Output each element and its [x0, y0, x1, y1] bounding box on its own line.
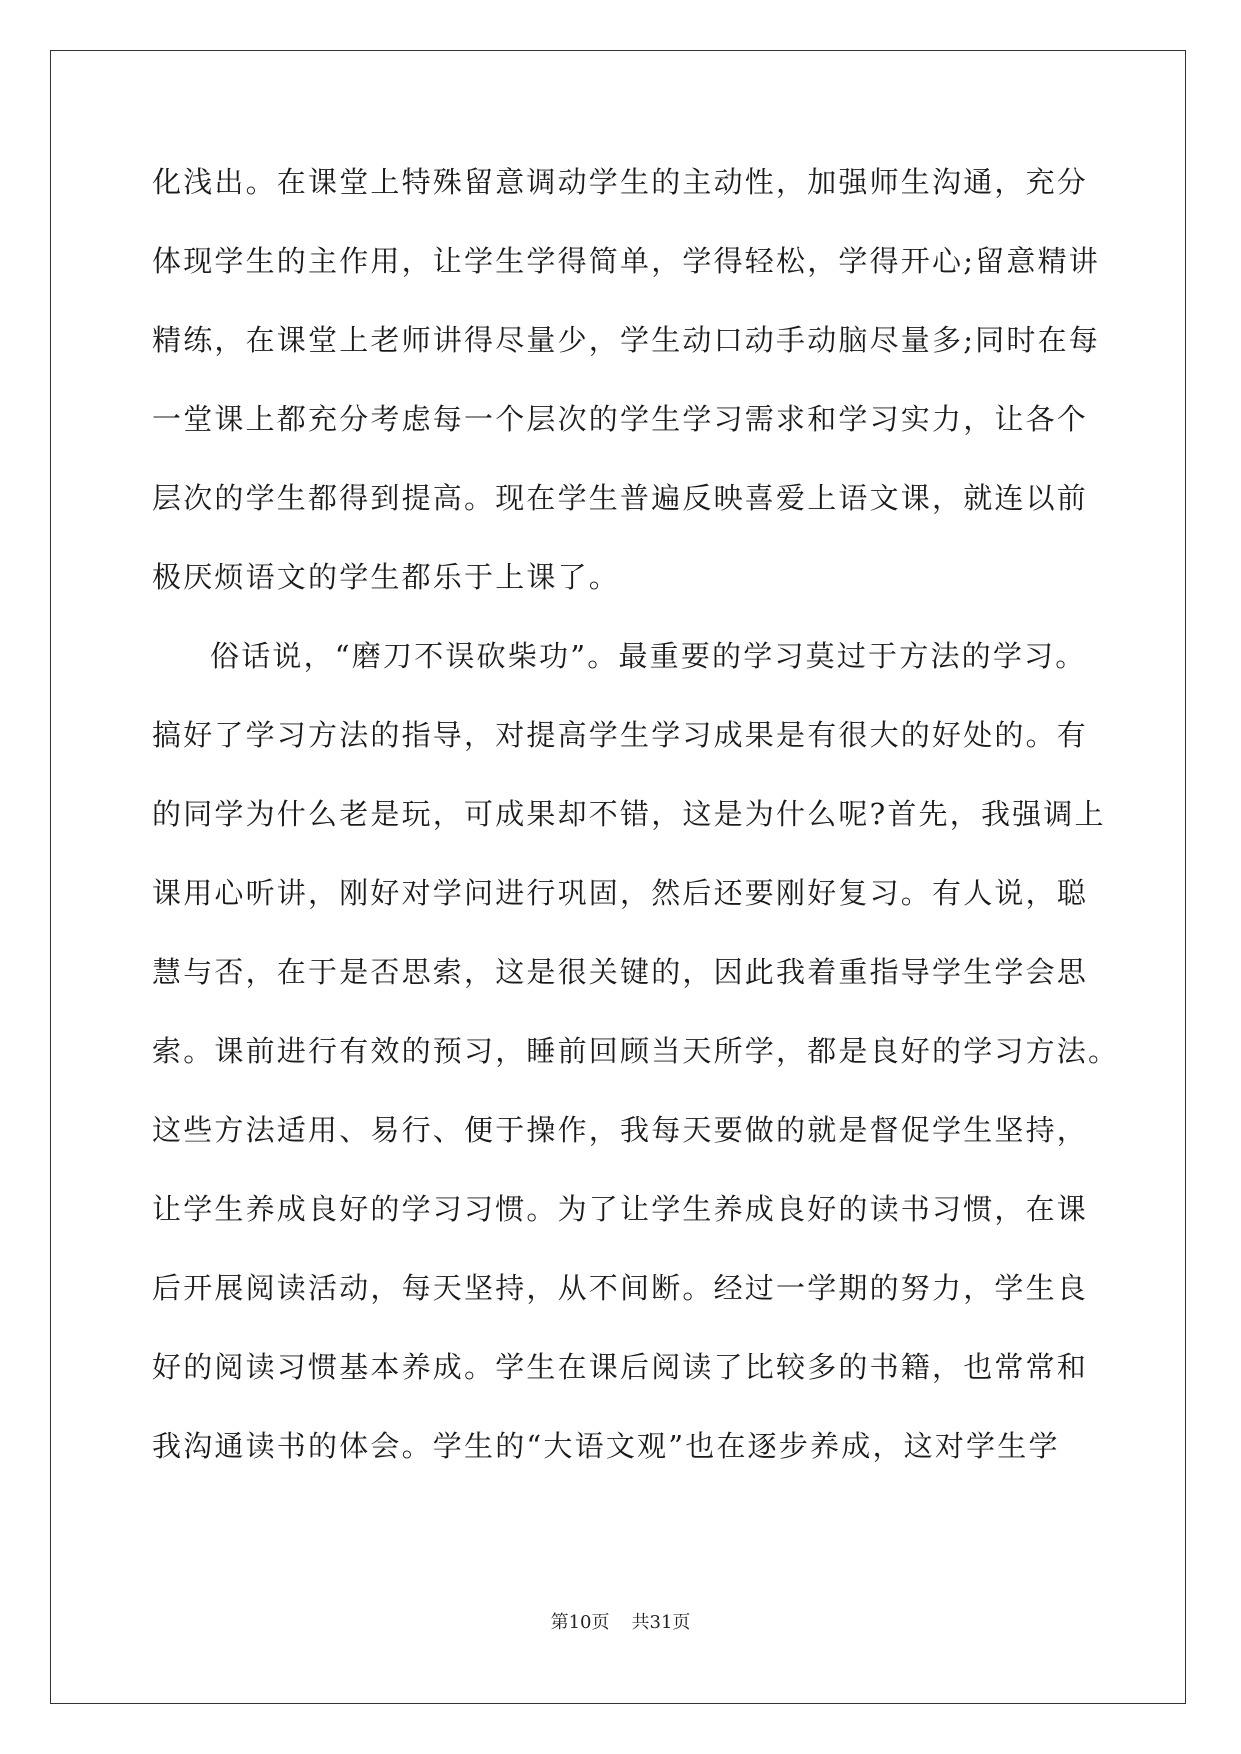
- text-line: 的同学为什么老是玩，可成果却不错，这是为什么呢?首先，我强调上: [152, 797, 1106, 831]
- text-line: 精练，在课堂上老师讲得尽量少，学生动口动手动脑尽量多;同时在每: [152, 323, 1100, 357]
- paragraph-start-line: 俗话说，“磨刀不误砍柴功”。最重要的学习莫过于方法的学习。: [210, 639, 1087, 673]
- text-line: 索。课前进行有效的预习，睡前回顾当天所学，都是良好的学习方法。: [152, 1034, 1120, 1068]
- text-line: 层次的学生都得到提高。现在学生普遍反映喜爱上语文课，就连以前: [152, 481, 1089, 515]
- text-line: 课用心听讲，刚好对学问进行巩固，然后还要刚好复习。有人说，聪: [152, 876, 1089, 910]
- text-line: 搞好了学习方法的指导，对提高学生学习成果是有很大的好处的。有: [152, 718, 1089, 752]
- text-line: 让学生养成良好的学习习惯。为了让学生养成良好的读书习惯，在课: [152, 1192, 1089, 1226]
- text-line: 后开展阅读活动，每天坚持，从不间断。经过一学期的努力，学生良: [152, 1271, 1089, 1305]
- text-line: 化浅出。在课堂上特殊留意调动学生的主动性，加强师生沟通，充分: [152, 165, 1089, 199]
- page-number: 第10页: [550, 1612, 610, 1633]
- page-footer: [0, 1608, 1241, 1634]
- text-line: 这些方法适用、易行、便于操作，我每天要做的就是督促学生坚持，: [152, 1113, 1089, 1147]
- text-line: 慧与否，在于是否思索，这是很关键的，因此我着重指导学生学会思: [152, 955, 1089, 989]
- page-total: 共31页: [631, 1612, 691, 1633]
- document-body: [152, 158, 1120, 1501]
- text-line: 好的阅读习惯基本养成。学生在课后阅读了比较多的书籍，也常常和: [152, 1350, 1089, 1384]
- text-line: 我沟通读书的体会。学生的“大语文观”也在逐步养成，这对学生学: [152, 1429, 1060, 1463]
- text-line: 一堂课上都充分考虑每一个层次的学生学习需求和学习实力，让各个: [152, 402, 1089, 436]
- text-line: 极厌烦语文的学生都乐于上课了。: [152, 560, 621, 594]
- text-line: 体现学生的主作用，让学生学得简单，学得轻松，学得开心;留意精讲: [152, 244, 1100, 278]
